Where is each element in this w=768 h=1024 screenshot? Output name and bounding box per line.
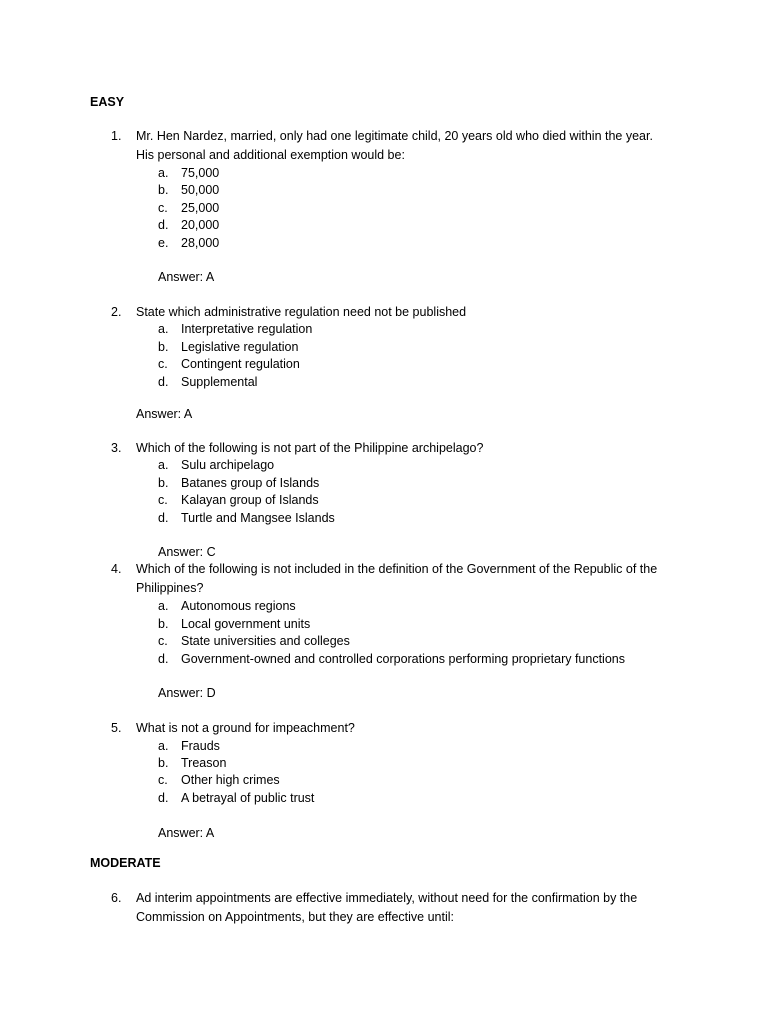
option-letter: d.: [158, 652, 169, 666]
option-text: 75,000: [181, 166, 220, 180]
option-letter: c.: [158, 357, 168, 371]
option-letter: d.: [158, 375, 169, 389]
option-text: 50,000: [181, 183, 220, 197]
question-text: His personal and additional exemption would be:: [136, 148, 405, 162]
option-text: Legislative regulation: [181, 340, 299, 354]
option-letter: c.: [158, 634, 168, 648]
question-text: State which administrative regulation need not be published: [136, 305, 467, 319]
question-text: Commission on Appointments, but they are effective until:: [136, 910, 454, 924]
option-letter: a.: [158, 322, 169, 336]
option-letter: b.: [158, 617, 169, 631]
option-text: Treason: [181, 756, 227, 770]
option-text: Batanes group of Islands: [181, 476, 320, 490]
section-heading-moderate: MODERATE: [90, 856, 161, 870]
question-text: Ad interim appointments are effective immediately, without need for the confirmation by the: [136, 891, 638, 905]
question-text: Which of the following is not included in the definition of the Government of the Republic of the: [136, 562, 658, 576]
option-letter: d.: [158, 791, 169, 805]
option-letter: d.: [158, 218, 169, 232]
option-text: Kalayan group of Islands: [181, 493, 319, 507]
question-text: Philippines?: [136, 581, 204, 595]
question-number: 2.: [111, 305, 122, 319]
question-number: 5.: [111, 721, 122, 735]
answer-text: Answer: C: [158, 545, 216, 559]
option-text: A betrayal of public trust: [181, 791, 315, 805]
option-text: Government-owned and controlled corporations performing proprietary functions: [181, 652, 625, 666]
answer-text: Answer: A: [136, 407, 193, 421]
option-letter: c.: [158, 493, 168, 507]
option-letter: b.: [158, 756, 169, 770]
option-text: Frauds: [181, 739, 220, 753]
question-number: 6.: [111, 891, 122, 905]
question-text: Which of the following is not part of the Philippine archipelago?: [136, 441, 484, 455]
option-text: Autonomous regions: [181, 599, 296, 613]
option-letter: e.: [158, 236, 169, 250]
answer-text: Answer: A: [158, 270, 215, 284]
option-text: Turtle and Mangsee Islands: [181, 511, 335, 525]
question-number: 3.: [111, 441, 122, 455]
option-letter: b.: [158, 340, 169, 354]
answer-text: Answer: D: [158, 686, 216, 700]
option-text: Interpretative regulation: [181, 322, 313, 336]
option-letter: b.: [158, 183, 169, 197]
option-text: Local government units: [181, 617, 311, 631]
option-text: 25,000: [181, 201, 220, 215]
option-letter: a.: [158, 458, 169, 472]
option-letter: c.: [158, 201, 168, 215]
question-text: Mr. Hen Nardez, married, only had one legitimate child, 20 years old who died within the year.: [136, 129, 653, 143]
option-letter: d.: [158, 511, 169, 525]
option-text: 28,000: [181, 236, 220, 250]
answer-text: Answer: A: [158, 826, 215, 840]
option-text: Supplemental: [181, 375, 258, 389]
option-letter: a.: [158, 739, 169, 753]
question-number: 4.: [111, 562, 122, 576]
question-text: What is not a ground for impeachment?: [136, 721, 355, 735]
section-heading-easy: EASY: [90, 95, 125, 109]
option-text: State universities and colleges: [181, 634, 350, 648]
option-text: Contingent regulation: [181, 357, 300, 371]
option-text: Sulu archipelago: [181, 458, 275, 472]
option-letter: c.: [158, 773, 168, 787]
option-letter: b.: [158, 476, 169, 490]
option-letter: a.: [158, 599, 169, 613]
option-text: 20,000: [181, 218, 220, 232]
option-text: Other high crimes: [181, 773, 280, 787]
option-letter: a.: [158, 166, 169, 180]
question-number: 1.: [111, 129, 122, 143]
